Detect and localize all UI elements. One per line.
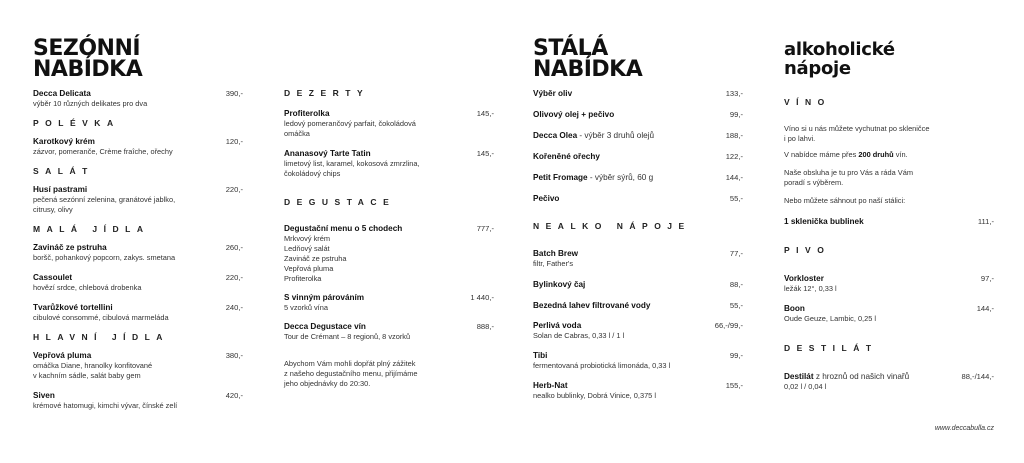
- seasonal-column: [33, 38, 243, 80]
- menu-item: Destilát z hroznů od našich vinařů 0,02 l / 0,04 l 88,-/144,-: [784, 372, 994, 391]
- menu-item: Perlivá voda Solan de Cabras, 0,33 l / 1 l 66,-/99,-: [533, 321, 743, 340]
- menu-item: Tibi fermentovaná probiotická limonáda, 0,33 l 99,-: [533, 351, 743, 370]
- menu-item: Degustační menu o 5 chodech Mrkvový krém Ledňový salát Zavináč ze pstruha Vepřová pluma Profiterolka 777,-: [284, 224, 494, 283]
- menu-item: Decca Olea - výběr 3 druhů olejů 188,-: [533, 131, 743, 140]
- seasonal-title: SEZÓNNÍ NABÍDKA: [33, 36, 143, 82]
- wine-intro: Víno si u nás můžete vychutnat po skleničce i po lahvi.: [784, 124, 930, 143]
- section-heading: VÍNO: [784, 97, 831, 107]
- section-heading: MALÁ JÍDLA: [33, 224, 150, 234]
- menu-item: Vepřová pluma omáčka Diane, hranolky konfitované v kachním sádle, salát baby gem 380,-: [33, 351, 243, 380]
- section-heading: DEGUSTACE: [284, 197, 396, 207]
- section-heading: PIVO: [784, 245, 831, 255]
- wine-count: V nabídce máme přes 200 druhů vín.: [784, 150, 908, 159]
- alcohol-column: [784, 40, 994, 78]
- wine-service: Naše obsluha je tu pro Vás a ráda Vám poradí s výběrem.: [784, 168, 914, 187]
- menu-item: Profiterolka ledový pomerančový parfait, čokoládová omáčka 145,-: [284, 109, 494, 138]
- permanent-menu: [533, 88, 743, 401]
- wine-staple: Nebo můžete sáhnout po naší stálici:: [784, 196, 906, 205]
- section-heading: SALÁT: [33, 166, 94, 176]
- section-heading: HLAVNÍ JÍDLA: [33, 332, 169, 342]
- section-heading: NEALKO NÁPOJE: [533, 221, 691, 231]
- section-heading: DEZERTY: [284, 88, 370, 98]
- menu-item: Husí pastrami pečená sezónní zelenina, granátové jablko, citrusy, olivy 220,-: [33, 185, 243, 214]
- menu-item: S vinným párováním 5 vzorků vína 1 440,-: [284, 293, 494, 312]
- permanent-title: STÁLÁ NABÍDKA: [533, 36, 643, 82]
- menu-item: Kořeněné ořechy 122,-: [533, 152, 743, 161]
- menu-item: Siven krémové hatomugi, kimchi vývar, čínské zelí 420,-: [33, 391, 243, 410]
- degustation-note: Abychom Vám mohli dopřát plný zážitek z našeho degustačního menu, přijímáme jeho objednávky do 20:30.: [284, 359, 418, 388]
- menu-item: Cassoulet hovězí srdce, chlebová drobenka 220,-: [33, 273, 243, 292]
- menu-item: Olivový olej + pečivo 99,-: [533, 110, 743, 119]
- menu-item: Herb-Nat nealko bublinky, Dobrá Vinice, 0,375 l 155,-: [533, 381, 743, 400]
- menu-item: Batch Brew filtr, Father's 77,-: [533, 249, 743, 268]
- menu-item: Bezedná lahev filtrované vody 55,-: [533, 301, 743, 310]
- menu-item: Tvarůžkové tortellini cibulové consommé, cibulová marmeláda 240,-: [33, 303, 243, 322]
- menu-item: Výběr oliv 133,-: [533, 89, 743, 98]
- menu-item: Vorkloster ležák 12°, 0,33 l 97,-: [784, 274, 994, 293]
- footer-url[interactable]: www.deccabulla.cz: [934, 425, 994, 432]
- alcohol-title: alkoholické nápoje: [784, 39, 895, 79]
- menu-item: Ananasový Tarte Tatin limetový list, karamel, kokosová zmrzlina, čokoládový chips 145,-: [284, 149, 494, 178]
- menu-item: Decca Delicata výběr 10 různých delikates pro dva 390,-: [33, 89, 243, 108]
- desserts-column: [284, 88, 494, 389]
- alcohol-menu: [784, 97, 994, 392]
- menu-item: Pečivo 55,-: [533, 194, 743, 203]
- section-heading: POLÉVKA: [33, 118, 120, 128]
- seasonal-menu: [33, 88, 243, 411]
- menu-item: Decca Degustace vín Tour de Crémant – 8 regionů, 8 vzorků 888,-: [284, 322, 494, 341]
- section-heading: DESTILÁT: [784, 343, 878, 353]
- menu-item: 1 sklenička bublinek 111,-: [784, 217, 994, 226]
- menu-item: Karotkový krém zázvor, pomeranče, Crème fraîche, ořechy 120,-: [33, 137, 243, 156]
- menu-item: Bylinkový čaj 88,-: [533, 280, 743, 289]
- menu-item: Zavináč ze pstruha boršč, pohankový popcorn, zakys. smetana 260,-: [33, 243, 243, 262]
- menu-item: Petit Fromage - výběr sýrů, 60 g 144,-: [533, 173, 743, 182]
- menu-item: Boon Oude Geuze, Lambic, 0,25 l 144,-: [784, 304, 994, 323]
- permanent-column: [533, 38, 743, 80]
